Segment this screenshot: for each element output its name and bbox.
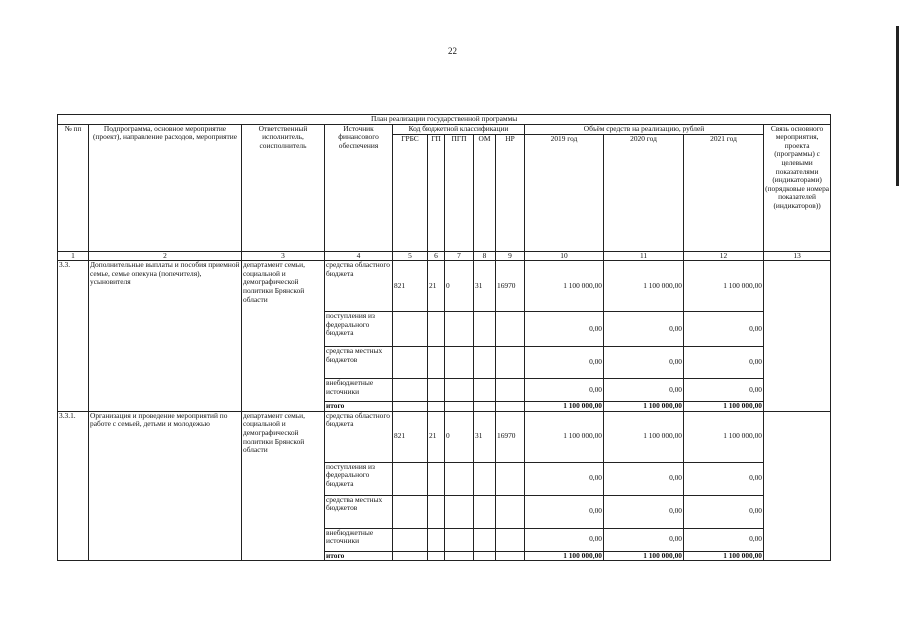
funding-source: поступления из федерального бюджета [325, 462, 393, 495]
column-number: 8 [474, 251, 496, 261]
funding-source: средства местных бюджетов [325, 495, 393, 528]
header-budget-code: Код бюджетной классификации [393, 124, 525, 134]
column-number: 11 [604, 251, 684, 261]
grbs-code: 821 [393, 411, 428, 462]
amount-2021: 0,00 [684, 495, 764, 528]
table-title: План реализации государственной программы [58, 115, 831, 125]
header-subprogram: Подпрограмма, основное мероприятие (проект), направление расходов, мероприятие [89, 124, 242, 251]
column-number: 1 [58, 251, 89, 261]
amount-2019: 0,00 [525, 528, 604, 551]
executor: департамент семьи, социальной и демографической политики Брянской области [242, 261, 325, 412]
column-number: 2 [89, 251, 242, 261]
column-number: 4 [325, 251, 393, 261]
amount-2021: 0,00 [684, 462, 764, 495]
gp-code: 21 [428, 261, 445, 312]
amount-2021: 0,00 [684, 528, 764, 551]
amount-2020: 0,00 [604, 379, 684, 402]
row-number: 3.3.1. [58, 411, 89, 561]
header-grbs: ГРБС [393, 134, 428, 251]
table-row [58, 411, 831, 462]
amount-2019: 0,00 [525, 379, 604, 402]
indicator-link [764, 261, 831, 412]
amount-2020: 1 100 000,00 [604, 261, 684, 312]
funding-source: итого [325, 551, 393, 561]
indicator-link [764, 411, 831, 561]
column-number: 12 [684, 251, 764, 261]
amount-2020: 0,00 [604, 347, 684, 379]
amount-2020: 1 100 000,00 [604, 551, 684, 561]
column-number: 13 [764, 251, 831, 261]
amount-2021: 0,00 [684, 347, 764, 379]
amount-2019: 1 100 000,00 [525, 402, 604, 412]
amount-2021: 1 100 000,00 [684, 402, 764, 412]
amount-2021: 0,00 [684, 312, 764, 347]
amount-2021: 0,00 [684, 379, 764, 402]
header-source: Источник финансового обеспечения [325, 124, 393, 251]
amount-2019: 0,00 [525, 495, 604, 528]
om-code: 31 [474, 411, 496, 462]
column-number: 7 [445, 251, 474, 261]
amount-2020: 0,00 [604, 495, 684, 528]
header-link: Связь основного мероприятия, проекта (программы) с целевыми показателями (индикаторами) (порядковые номера показателей (индикаторов)) [764, 124, 831, 251]
header-volume: Объём средств на реализацию, рублей [525, 124, 764, 134]
amount-2020: 0,00 [604, 528, 684, 551]
program-plan-table [57, 114, 831, 561]
header-pgp: ПГП [445, 134, 474, 251]
om-code: 31 [474, 261, 496, 312]
header-executor: Ответственный исполнитель, соисполнитель [242, 124, 325, 251]
amount-2019: 1 100 000,00 [525, 551, 604, 561]
funding-source: внебюджетные источники [325, 528, 393, 551]
gp-code: 21 [428, 411, 445, 462]
amount-2020: 0,00 [604, 312, 684, 347]
header-num: № пп [58, 124, 89, 251]
funding-source: средства областного бюджета [325, 261, 393, 312]
column-number: 5 [393, 251, 428, 261]
column-number: 10 [525, 251, 604, 261]
pgp-code: 0 [445, 411, 474, 462]
amount-2020: 0,00 [604, 462, 684, 495]
header-np: НР [496, 134, 525, 251]
pgp-code: 0 [445, 261, 474, 312]
funding-source: средства местных бюджетов [325, 347, 393, 379]
measure-name: Организация и проведение мероприятий по работе с семьей, детьми и молодежью [89, 411, 242, 561]
header-om: ОМ [474, 134, 496, 251]
amount-2021: 1 100 000,00 [684, 261, 764, 312]
amount-2021: 1 100 000,00 [684, 411, 764, 462]
amount-2019: 1 100 000,00 [525, 261, 604, 312]
amount-2019: 1 100 000,00 [525, 411, 604, 462]
header-gp: ГП [428, 134, 445, 251]
grbs-code: 821 [393, 261, 428, 312]
executor: департамент семьи, социальной и демографической политики Брянской области [242, 411, 325, 561]
amount-2020: 1 100 000,00 [604, 402, 684, 412]
np-code: 16970 [496, 261, 525, 312]
funding-source: средства областного бюджета [325, 411, 393, 462]
column-number: 3 [242, 251, 325, 261]
header-2019: 2019 год [525, 134, 604, 251]
amount-2019: 0,00 [525, 347, 604, 379]
np-code: 16970 [496, 411, 525, 462]
funding-source: внебюджетные источники [325, 379, 393, 402]
scan-margin-mark [896, 26, 899, 186]
amount-2019: 0,00 [525, 312, 604, 347]
row-number: 3.3. [58, 261, 89, 412]
header-2021: 2021 год [684, 134, 764, 251]
header-2020: 2020 год [604, 134, 684, 251]
amount-2021: 1 100 000,00 [684, 551, 764, 561]
funding-source: итого [325, 402, 393, 412]
amount-2019: 0,00 [525, 462, 604, 495]
page-number: 22 [448, 46, 457, 56]
column-number: 9 [496, 251, 525, 261]
funding-source: поступления из федерального бюджета [325, 312, 393, 347]
column-number: 6 [428, 251, 445, 261]
table-row [58, 261, 831, 312]
amount-2020: 1 100 000,00 [604, 411, 684, 462]
measure-name: Дополнительные выплаты и пособия приемной семье, семье опекуна (попечителя), усыновителя [89, 261, 242, 412]
